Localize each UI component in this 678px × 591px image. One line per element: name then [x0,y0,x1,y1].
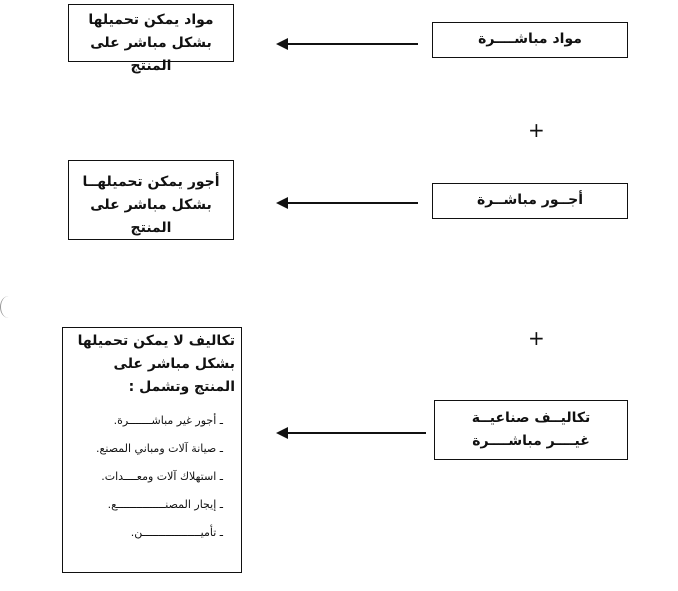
list-item: ـ تأميــــــــــــــــــن. [130,526,223,539]
direct-materials-box [432,22,628,58]
overhead-items-list [69,407,235,547]
arrow-overhead [276,426,426,440]
direct-materials-target-text: مواد يمكن تحميلها بشكل مباشر على المنتج [88,12,214,74]
arrow-shaft [286,43,418,45]
direct-materials-target-box [68,4,234,74]
direct-wages-target-text: أجور يمكن تحميلهــا بشكل مباشر على المنتج [82,174,220,236]
overhead-box [434,400,628,460]
arrow-shaft [286,202,418,204]
plus-sign-1: + [528,118,545,142]
margin-mark [0,296,17,318]
overhead-target-box [62,327,242,573]
arrow-direct-wages [276,196,418,210]
direct-wages-label: أجــور مباشــرة [476,192,584,208]
overhead-label-line1: تكاليــف صناعيــة [471,410,591,426]
arrow-shaft [286,432,426,434]
overhead-target-heading: تكاليف لا يمكن تحميلها بشكل مباشر على المنتج وتشمل : [77,333,235,395]
list-item: ـ إيجار المصنـــــــــــــــع. [107,498,223,511]
list-item: ـ استهلاك آلات ومعــــدات. [101,470,223,483]
direct-wages-target-box [68,160,234,240]
bleed-through-text [150,92,678,162]
arrow-direct-materials [276,37,418,51]
direct-materials-label: مواد مباشــــرة [478,31,582,47]
plus-sign-2: + [528,326,545,350]
overhead-label-line2: غيــــر مباشــــرة [472,433,590,449]
list-item: ـ أجور غير مباشـــــــرة. [113,414,223,427]
direct-wages-box [432,183,628,219]
list-item: ـ صيانة آلات ومباني المصنع. [96,442,223,455]
